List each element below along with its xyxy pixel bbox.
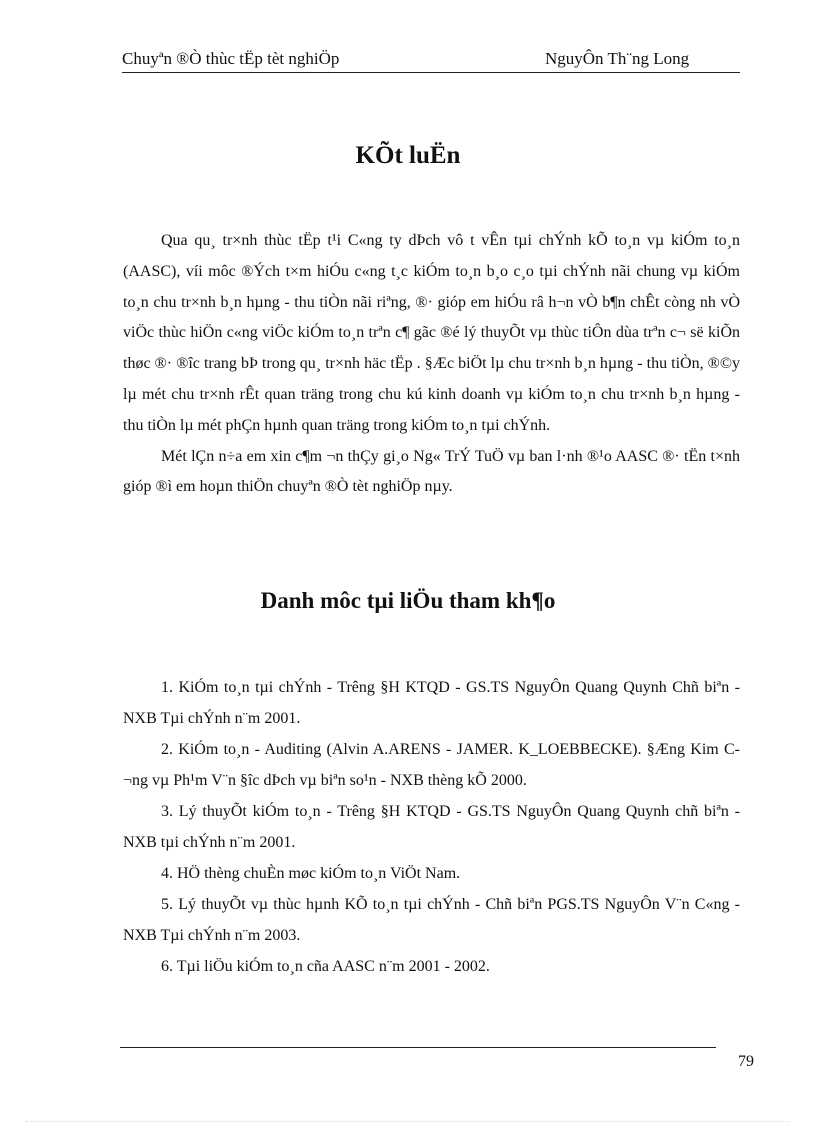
conclusion-title: KÕt luËn bbox=[355, 142, 461, 169]
page-header bbox=[122, 48, 740, 73]
conclusion-body bbox=[123, 226, 740, 503]
reference-item: 3. Lý thuyÕt kiÓm to¸n - Trêng §H KTQD - GS.TS NguyÔn Quang Quynh chñ biªn - NXB tµi chÝnh n¨m 2001. bbox=[123, 803, 740, 851]
conclusion-paragraph: Mét lÇn n÷a em xin c¶m ¬n thÇy gi¸o Ng« TrÝ TuÖ vµ ban l·nh ®¹o AASC ®· tËn t×nh gióp ®ì em hoµn thiÖn chuyªn ®Ò tèt nghiÖp nµy. bbox=[123, 447, 740, 496]
page-edge-dots bbox=[26, 1121, 790, 1122]
reference-item: 6. Tµi liÖu kiÓm to¸n cña AASC n¨m 2001 - 2002. bbox=[161, 958, 490, 975]
references-list bbox=[123, 672, 740, 982]
references-title: Danh môc tµi liÖu tham kh¶o bbox=[260, 588, 556, 613]
header-document-title: Chuyªn ®Ò thùc tËp tèt nghiÖp bbox=[122, 49, 340, 68]
conclusion-paragraph: Qua qu¸ tr×nh thùc tËp t¹i C«ng ty dÞch vô t vÊn tµi chÝnh kÕ to¸n vµ kiÓm to¸n (AASC), víi môc ®Ých t×m hiÓu c«ng t¸c kiÓm to¸n b¸o c¸o tµi chÝnh nãi chung vµ kiÓm to¸n chu tr×nh b¸n hµng - thu tiÒn nãi riªng, ®· gióp em hiÓu râ h¬n vÒ b¶n chÊt còng nh vÒ viÖc thùc hiÖn c«ng viÖc kiÓm to¸n trªn c¶ gãc ®é lý thuyÕt vµ thùc tiÔn dùa trªn c¬ së kiÕn thøc ®· ®îc trang bÞ trong qu¸ tr×nh häc tËp . §Æc biÖt lµ chu tr×nh b¸n hµng - thu tiÒn, ®©y lµ mét chu tr×nh rÊt quan träng trong chu kú kinh doanh vµ kiÓm to¸n chu tr×nh b¸n hµng - thu tiÒn lµ mét phÇn hµnh quan träng trong kiÓm to¸n tµi chÝnh. bbox=[123, 232, 740, 434]
page-number: 79 bbox=[738, 1053, 754, 1070]
reference-item: 1. KiÓm to¸n tµi chÝnh - Trêng §H KTQD - GS.TS NguyÔn Quang Quynh Chñ biªn - NXB Tµi chÝnh n¨m 2001. bbox=[123, 679, 740, 727]
footer-divider bbox=[120, 1047, 716, 1048]
reference-item: 4. HÖ thèng chuÈn møc kiÓm to¸n ViÖt Nam. bbox=[161, 865, 461, 882]
header-author-name: NguyÔn Th¨ng Long bbox=[545, 49, 690, 68]
reference-item: 5. Lý thuyÕt vµ thùc hµnh KÕ to¸n tµi chÝnh - Chñ biªn PGS.TS NguyÔn V¨n C«ng - NXB Tµi chÝnh n¨m 2003. bbox=[123, 896, 740, 944]
reference-item: 2. KiÓm to¸n - Auditing (Alvin A.ARENS - JAMER. K_LOEBBECKE). §Æng Kim C¬ng vµ Ph¹m V¨n §îc dÞch vµ biªn so¹n - NXB thèng kÕ 2000. bbox=[123, 741, 740, 789]
